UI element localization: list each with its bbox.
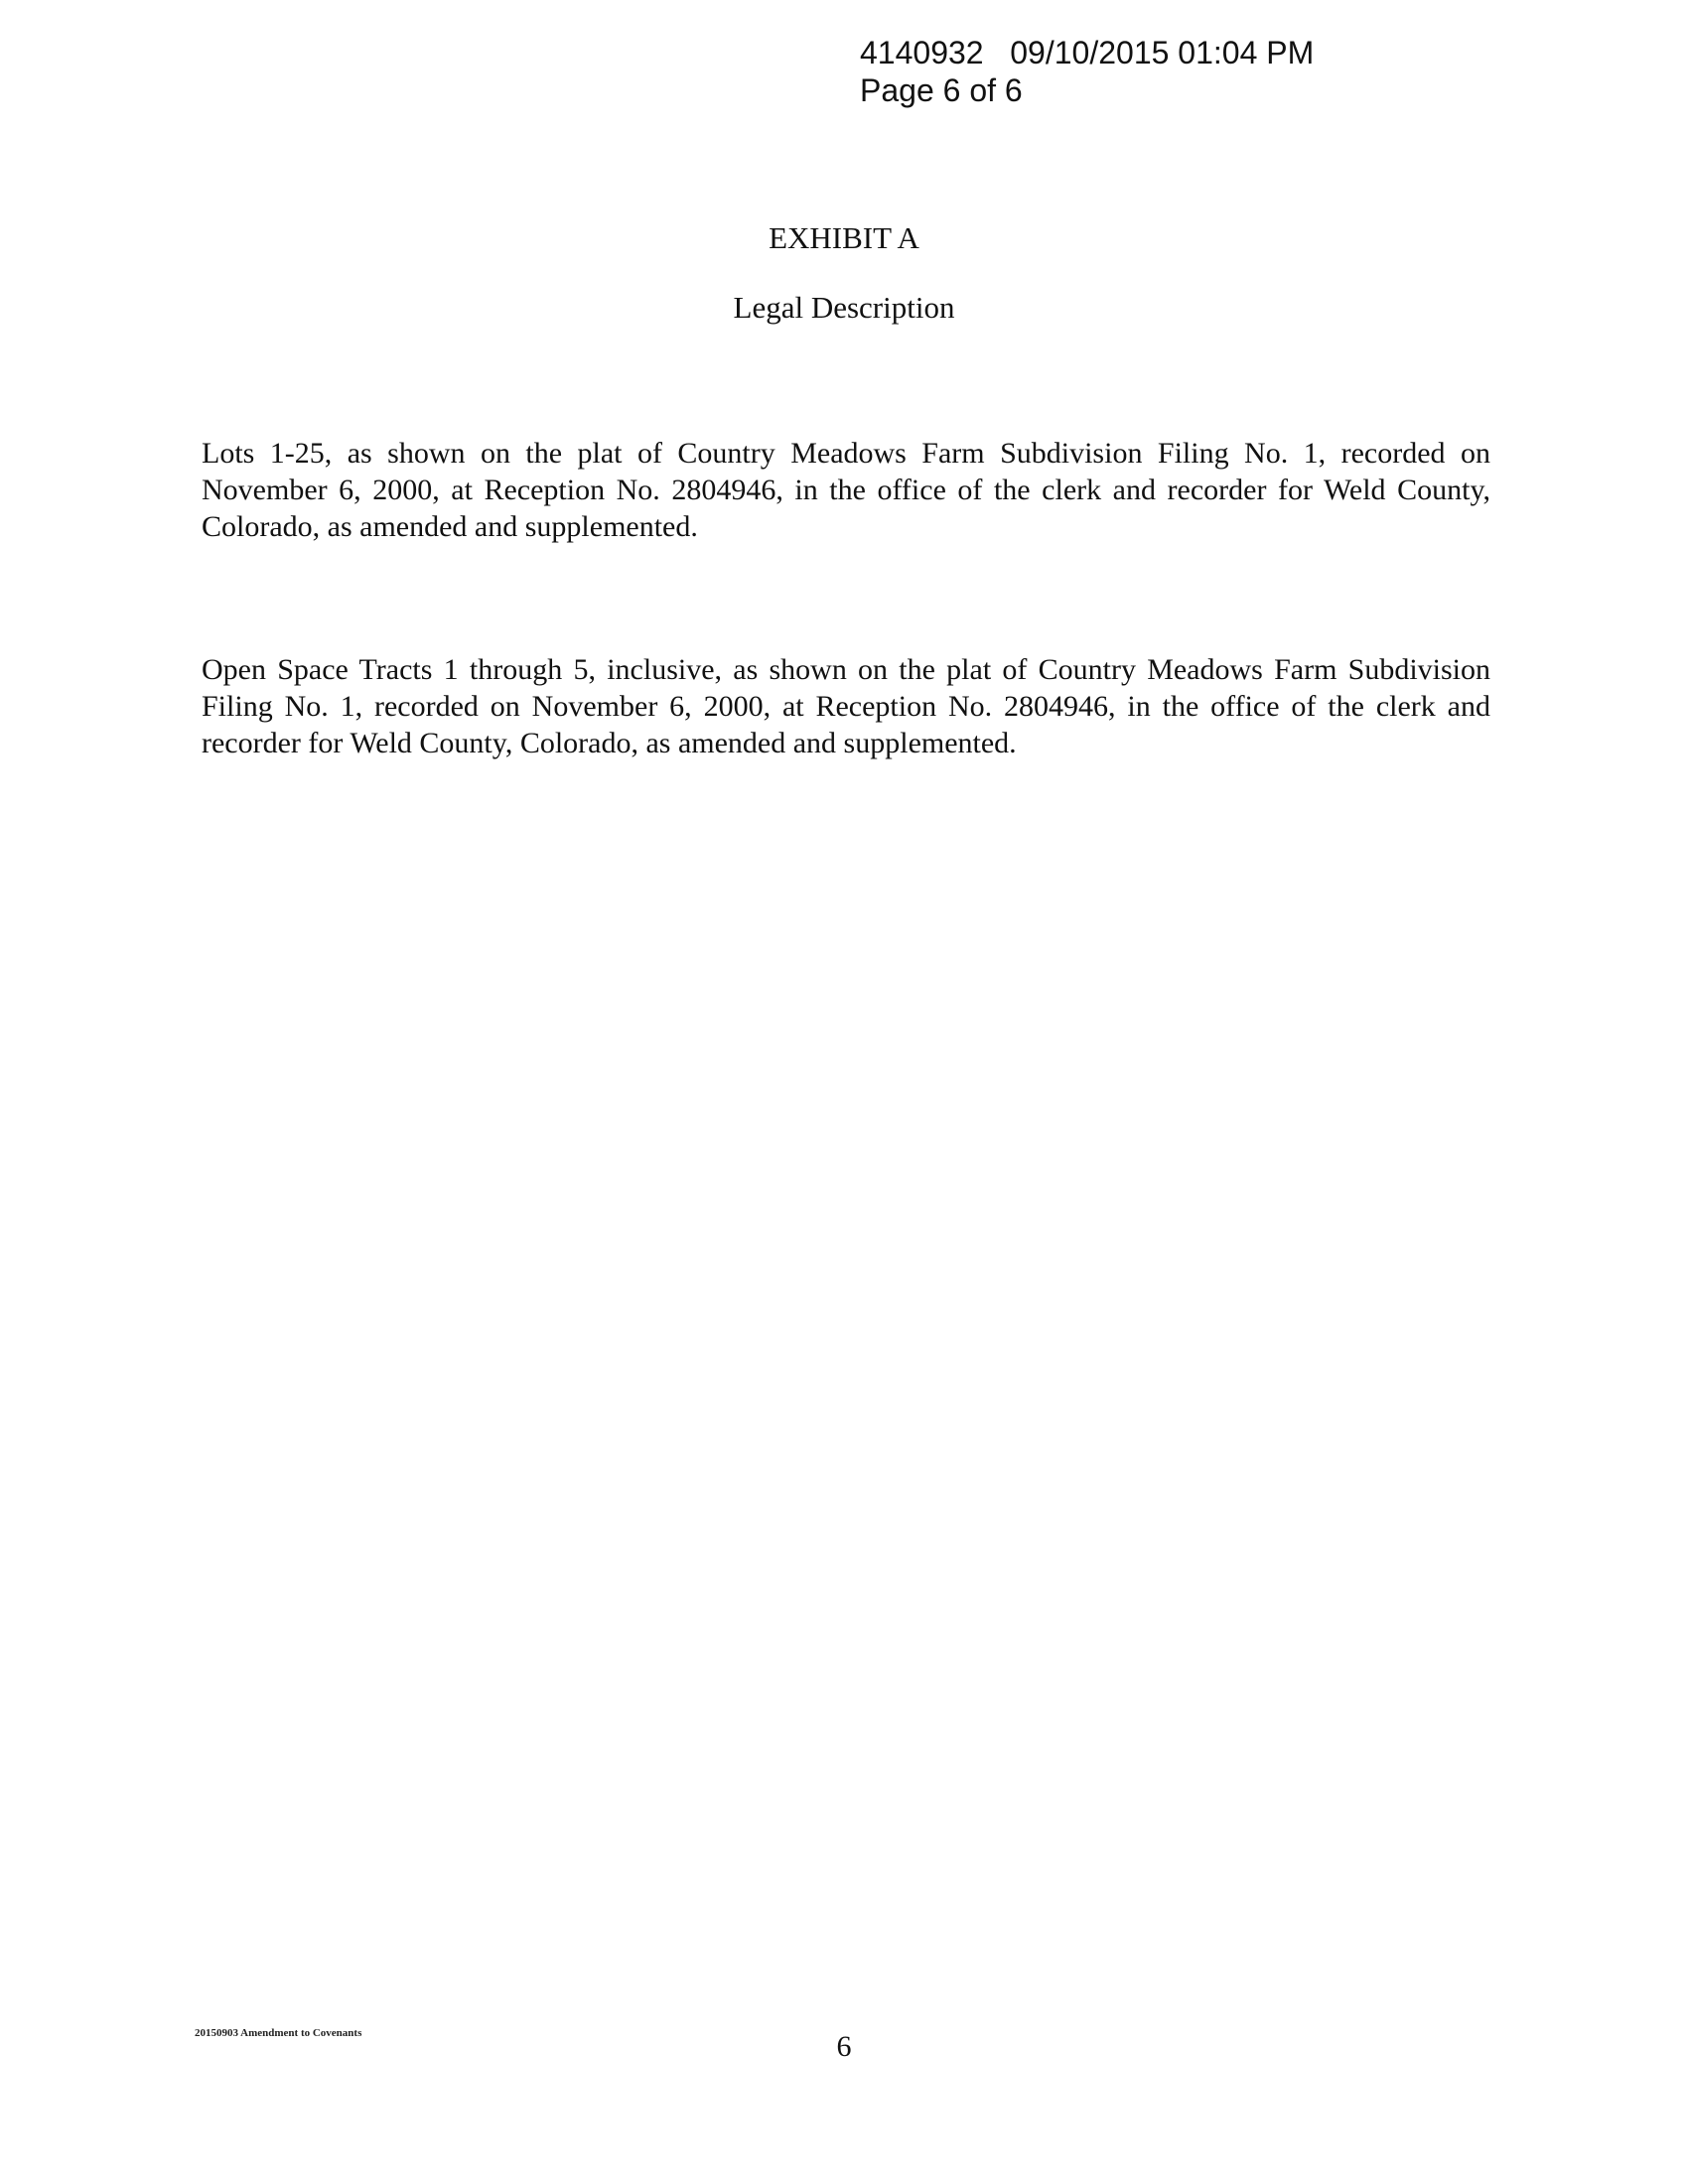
footer-document-label: 20150903 Amendment to Covenants (195, 2027, 362, 2039)
legal-description-lots: Lots 1-25, as shown on the plat of Country Meadows Farm Subdivision Filing No. 1, recorded on November 6, 2000, at Reception No. 2804946, in the office of the clerk and recorder for Weld County, Colorado, as amended and supplemented. (202, 437, 1490, 543)
reception-number-datetime: 4140932 09/10/2015 01:04 PM (860, 35, 1315, 70)
legal-description-open-space: Open Space Tracts 1 through 5, inclusive, as shown on the plat of Country Meadows Farm Subdivision Filing No. 1, recorded on November 6, 2000, at Reception No. 2804946, in the office of the clerk and recorder for Weld County, Colorado, as amended and supplemented. (202, 653, 1490, 759)
page-count: Page 6 of 6 (860, 72, 1023, 108)
exhibit-subtitle: Legal Description (733, 290, 955, 325)
exhibit-title: EXHIBIT A (769, 220, 919, 255)
page-number: 6 (836, 2030, 852, 2063)
recording-stamp (860, 34, 1314, 109)
